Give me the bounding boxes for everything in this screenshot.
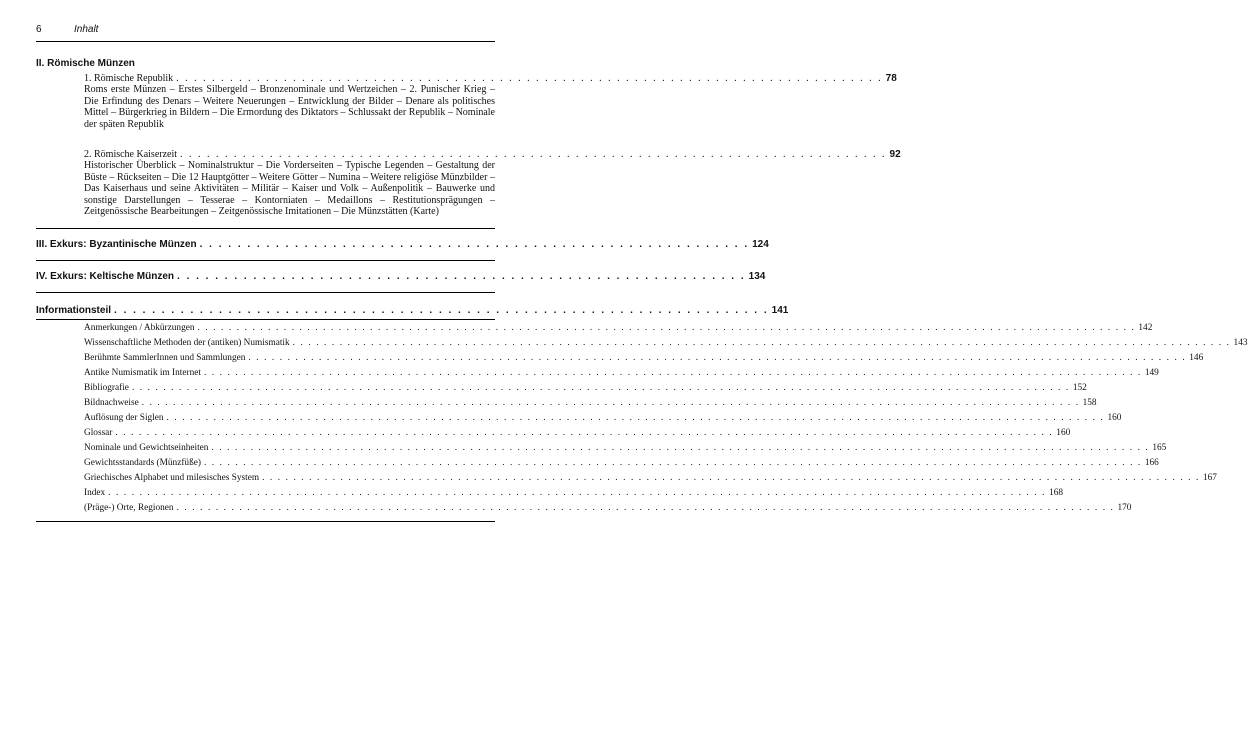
- info-item-label: Bibliografie: [84, 382, 129, 393]
- toc-entry-roman-empire[interactable]: [84, 149, 901, 160]
- leader-dots: . . . . . . . . . . . . . . . . . . . . . . . . . . . . . . . . . . . . . . . . . . . . . . . . . . . . . . . . . . . . . . . . . . . . . . . . . . . . . . .: [180, 149, 887, 160]
- info-item[interactable]: [84, 382, 1087, 398]
- leader-dots: . . . . . . . . . . . . . . . . . . . . . . . . . . . . . . . . . . . . . . . . . . . . . . . . . . . . . . . . . . . . . . . . . . . . . . . . . . . . . . . . . . . . . . . . . . . . . . . . . . . . . . . . . . . . . . . . . . . . . . . .: [292, 337, 1231, 348]
- info-item-label: Wissenschaftliche Methoden der (antiken) Numismatik: [84, 337, 290, 348]
- info-item[interactable]: [84, 427, 1071, 443]
- section-page: 134: [748, 270, 766, 282]
- toc-entry-description: Historischer Überblick – Nominalstruktur – Die Vorderseiten – Typische Legenden – Gestaltung der Büste – Rückseiten – Die 12 Hauptgötter – Weitere Götter – Numina – Weitere religiöse Münzbilder – Das Kaiserhaus und seine Aktivitäten – Militär – Kaiser und Volk – Außenpolitik – Bauwerke und sonstige Darstellungen – Tesserae – Kontorniaten – Medaillons – Restitutionsprägungen – Zeitgenössische Bearbeitungen – Zeitgenössische Imitationen – Die Münzstätten (Karte): [84, 160, 495, 217]
- leader-dots: . . . . . . . . . . . . . . . . . . . . . . . . . . . . . . . . . . . . . . . . . . . . . . . . . . . . . . . . . . . . . . . . . . . . . . . . . . . . . . . . . . . . . . . . . . . . . . . . . . . . . . . . . . . . . . . . . . . . . . . .: [197, 322, 1136, 333]
- info-item-page: 160: [1107, 412, 1122, 423]
- section-page: 124: [752, 238, 769, 250]
- info-item-label: Antike Numismatik im Internet: [84, 367, 201, 378]
- info-item-label: Auflösung der Siglen: [84, 412, 164, 423]
- info-item-page: 158: [1082, 397, 1097, 408]
- section-title: IV. Exkurs: Keltische Münzen: [36, 270, 175, 282]
- leader-dots: . . . . . . . . . . . . . . . . . . . . . . . . . . . . . . . . . . . . . . . . . . . . . . . . . . . . . . . . . . . . . . . . . . . . . . . . . . . . . . . . . . . . . . . . . . . . . . . . . . . . . . . . . . . . . . . . . . . . . . . .: [166, 412, 1105, 423]
- toc-entry-page: 78: [885, 73, 897, 84]
- info-item-label: Nominale und Gewichtseinheiten: [84, 442, 209, 453]
- header-rule: [36, 41, 495, 42]
- info-item-page: 165: [1152, 442, 1167, 453]
- info-item-label: Glossar: [84, 427, 113, 438]
- info-item[interactable]: [84, 502, 1132, 518]
- info-item-label: Anmerkungen / Abkürzungen: [84, 322, 195, 333]
- info-item[interactable]: [84, 487, 1064, 503]
- info-item[interactable]: [84, 412, 1122, 428]
- info-item-label: Index: [84, 487, 106, 498]
- leader-dots: . . . . . . . . . . . . . . . . . . . . . . . . . . . . . . . . . . . . . . . . . . . . . . . . . . . . . . . . . . . . . . . . . . . . . . . . . . . . . . . . . . . . . . . . . . . . . . . . . . . . . . . . . . . . . . . . . . . . . . . .: [115, 427, 1054, 438]
- section-page: 141: [771, 304, 789, 316]
- info-item[interactable]: [84, 457, 1159, 473]
- toc-entry-roman-republic[interactable]: [84, 73, 897, 84]
- info-item-label: Gewichtsstandards (Münzfüße): [84, 457, 201, 468]
- toc-entry-label: 1. Römische Republik: [84, 73, 174, 84]
- leader-dots: . . . . . . . . . . . . . . . . . . . . . . . . . . . . . . . . . . . . . . . . . . . . . . . . . . . . . . . . . . . . . . . . . . . . . . . . . . . . . . . . . . . . . . . . . . . . . . . . . . . . . . . . . . . . . . . . . . . . . . . .: [141, 397, 1080, 408]
- leader-dots: . . . . . . . . . . . . . . . . . . . . . . . . . . . . . . . . . . . . . . . . . . . . . . . . . . . . . . . . . .: [199, 238, 750, 250]
- page-header: [36, 0, 495, 40]
- leader-dots: . . . . . . . . . . . . . . . . . . . . . . . . . . . . . . . . . . . . . . . . . . . . . . . . . . . . . . . . . . . . . . . . . . . . . . . . . . . . . . . . . . . . . . . . . . . . . . . . . . . . . . . . . . . . . . . . . . . . . . . .: [203, 367, 1142, 378]
- section-title-roman-coins: II. Römische Münzen: [36, 58, 135, 69]
- toc-section-celtic-coins[interactable]: [36, 270, 766, 282]
- leader-dots: . . . . . . . . . . . . . . . . . . . . . . . . . . . . . . . . . . . . . . . . . . . . . . . . . . . . . . . . . . . . . . . . . . . . . . . . . . . . . . . . . . . . . . . . . . . . . . . . . . . . . . . . . . . . . . . . . . . . . . . .: [108, 487, 1047, 498]
- leader-dots: . . . . . . . . . . . . . . . . . . . . . . . . . . . . . . . . . . . . . . . . . . . . . . . . . . . . . . . . . . . . . . . . . . . . . . . . . . . . . . .: [176, 73, 883, 84]
- info-item[interactable]: [84, 367, 1159, 383]
- running-title: Inhalt: [74, 24, 99, 35]
- info-item-page: 168: [1049, 487, 1064, 498]
- leader-dots: . . . . . . . . . . . . . . . . . . . . . . . . . . . . . . . . . . . . . . . . . . . . . . . . . . . . . . . . . . . . . . . . . . . . . . . . . . . . . . . . . . . . . . . . . . . . . . . . . . . . . . . . . . . . . . . . . . . . . . . .: [262, 472, 1200, 483]
- leader-dots: . . . . . . . . . . . . . . . . . . . . . . . . . . . . . . . . . . . . . . . . . . . . . . . . . . . . . . . . . . . .: [177, 270, 746, 282]
- info-item-label: Berühmte SammlerInnen und Sammlungen: [84, 352, 246, 363]
- section-title: Informationsteil: [36, 304, 112, 316]
- leader-dots: . . . . . . . . . . . . . . . . . . . . . . . . . . . . . . . . . . . . . . . . . . . . . . . . . . . . . . . . . . . . . . . . . . . . . . . . . . . . . . . . . . . . . . . . . . . . . . . . . . . . . . . . . . . . . . . . . . . . . . . .: [203, 457, 1142, 468]
- info-item[interactable]: [84, 472, 1217, 488]
- leader-dots: . . . . . . . . . . . . . . . . . . . . . . . . . . . . . . . . . . . . . . . . . . . . . . . . . . . . . . . . . . . . . . . . . . . . . . . . . . . . . . . . . . . . . . . . . . . . . . . . . . . . . . . . . . . . . . . . . . . . . . . .: [176, 502, 1115, 513]
- info-item[interactable]: [84, 442, 1167, 458]
- info-item-page: 170: [1117, 502, 1132, 513]
- toc-section-information[interactable]: [36, 304, 789, 316]
- toc-entry-page: 92: [889, 149, 901, 160]
- section-title: III. Exkurs: Byzantinische Münzen: [36, 238, 197, 250]
- info-item[interactable]: [84, 352, 1204, 368]
- leader-dots: . . . . . . . . . . . . . . . . . . . . . . . . . . . . . . . . . . . . . . . . . . . . . . . . . . . . . . . . . . . . . . . . . . . . . . . . . . . . . . . . . . . . . . . . . . . . . . . . . . . . . . . . . . . . . . . . . . . . . . . .: [211, 442, 1150, 453]
- info-item-page: 167: [1202, 472, 1217, 483]
- info-item-page: 160: [1056, 427, 1071, 438]
- toc-section-byzantine-coins[interactable]: [36, 238, 769, 250]
- info-item-page: 149: [1144, 367, 1159, 378]
- info-item-page: 166: [1144, 457, 1159, 468]
- table-of-contents: [36, 58, 1248, 522]
- info-item[interactable]: [84, 337, 1248, 353]
- info-item-label: (Präge-) Orte, Regionen: [84, 502, 174, 513]
- info-item[interactable]: [84, 322, 1153, 338]
- toc-entry-label: 2. Römische Kaiserzeit: [84, 149, 178, 160]
- information-items: [84, 322, 1248, 518]
- leader-dots: . . . . . . . . . . . . . . . . . . . . . . . . . . . . . . . . . . . . . . . . . . . . . . . . . . . . . . . . . . . . . . . . . . . . . . . . . . . . . . . . . . . . . . . . . . . . . . . . . . . . . . . . . . . . . . . . . . . . . . . .: [131, 382, 1070, 393]
- info-item-page: 143: [1233, 337, 1248, 348]
- leader-dots: . . . . . . . . . . . . . . . . . . . . . . . . . . . . . . . . . . . . . . . . . . . . . . . . . . . . . . . . . . . . . . . . . . . . . . . . . . . . . . . . . . . . . . . . . . . . . . . . . . . . . . . . . . . . . . . . . . . . . . . .: [248, 352, 1187, 363]
- leader-dots: . . . . . . . . . . . . . . . . . . . . . . . . . . . . . . . . . . . . . . . . . . . . . . . . . . . . . . . . . . . . . . . . . . . . .: [114, 304, 769, 316]
- info-item-page: 152: [1072, 382, 1087, 393]
- info-item-label: Bildnachweise: [84, 397, 139, 408]
- toc-entry-description: Roms erste Münzen – Erstes Silbergeld – Bronzenominale und Wertzeichen – 2. Punischer Krieg – Die Erfindung des Denars – Weitere Neuerungen – Entwicklung der Bilder – Denare als politisches Mittel – Bürgerkrieg in Bildern – Die Ermordung des Diktators – Schlussakt der Republik – Nominale der späten Republik: [84, 84, 495, 130]
- info-item-page: 146: [1189, 352, 1204, 363]
- section-divider: [36, 521, 495, 522]
- page-number: 6: [36, 24, 42, 35]
- info-item[interactable]: [84, 397, 1097, 413]
- info-item-page: 142: [1138, 322, 1153, 333]
- info-item-label: Griechisches Alphabet und milesisches System: [84, 472, 260, 483]
